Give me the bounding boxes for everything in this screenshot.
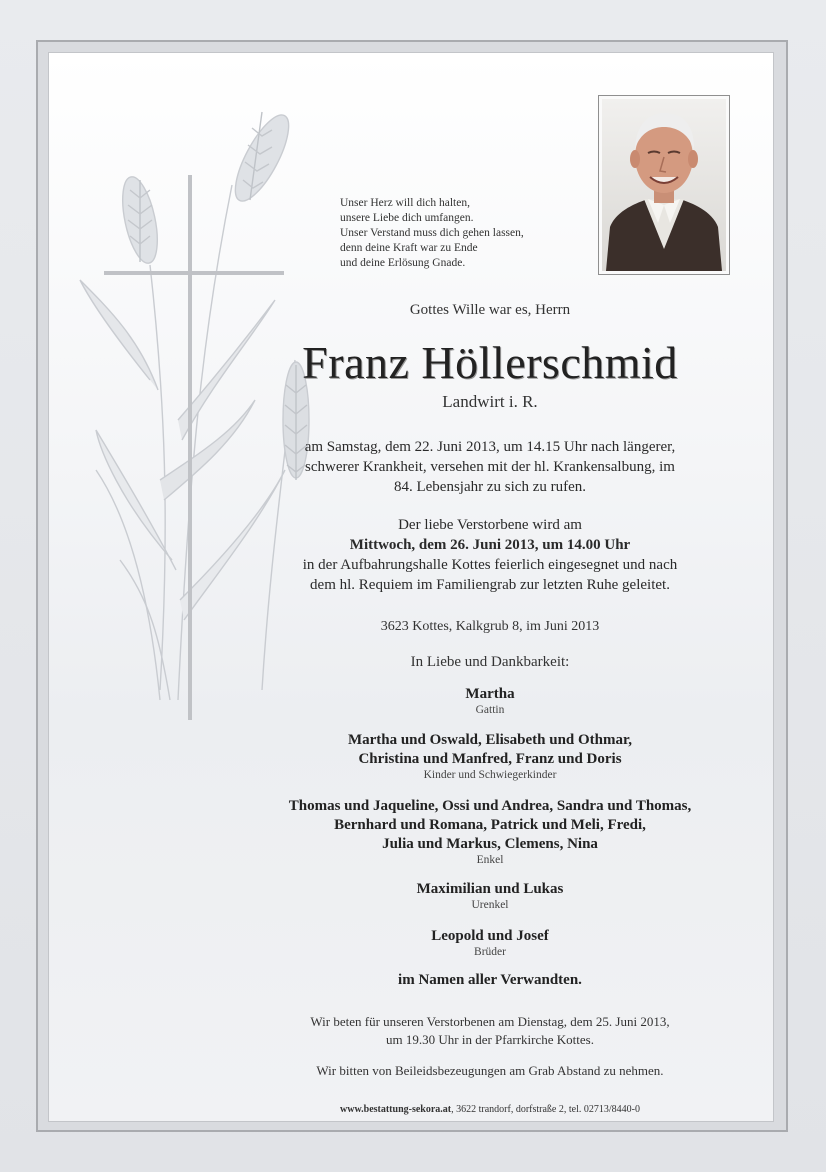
- condolence-note: Wir bitten von Beileidsbezeugungen am Grab Abstand zu nehmen.: [316, 1063, 664, 1078]
- portrait-photo: [602, 99, 726, 271]
- family-group-grandchildren: [240, 797, 740, 867]
- funeral-notice-line: Der liebe Verstorbene wird am: [398, 517, 582, 533]
- thanks-heading: In Liebe und Dankbarkeit:: [410, 654, 570, 670]
- family-relation: Urenkel: [471, 899, 509, 911]
- family-names: Martha und Oswald, Elisabeth und Othmar,: [347, 732, 633, 748]
- family-names: Julia und Markus, Clemens, Nina: [382, 836, 598, 852]
- poem: [340, 196, 580, 271]
- family-relation: Gattin: [475, 704, 505, 716]
- poem-line: Unser Verstand muss dich gehen lassen,: [340, 227, 524, 239]
- footer-details: , 3622 trandorf, dorfstraße 2, tel. 02713/8440-0: [451, 1104, 640, 1115]
- family-names: Christina und Manfred, Franz und Doris: [358, 751, 622, 767]
- occupation: Landwirt i. R.: [442, 392, 538, 411]
- intro-text: Gottes Wille war es, Herrn: [409, 302, 571, 318]
- family-names: Bernhard und Romana, Patrick und Meli, Fredi,: [334, 817, 646, 833]
- address-line: 3623 Kottes, Kalkgrub 8, im Juni 2013: [380, 619, 600, 634]
- funeral-date: Mittwoch, dem 26. Juni 2013, um 14.00 Uhr: [349, 537, 631, 553]
- family-relation: Brüder: [474, 946, 506, 958]
- funeral-notice: [240, 515, 740, 595]
- poem-line: denn deine Kraft war zu Ende: [340, 242, 478, 254]
- funeral-notice-line: in der Aufbahrungshalle Kottes feierlich eingesegnet und nach: [302, 557, 678, 573]
- poem-line: Unser Herz will dich halten,: [340, 197, 470, 209]
- family-names: Martha: [465, 686, 515, 702]
- death-notice-line: am Samstag, dem 22. Juni 2013, um 14.15 Uhr nach längerer,: [304, 439, 676, 455]
- family-group-children: [240, 731, 740, 782]
- portrait-frame: [598, 95, 730, 275]
- family-group-brothers: [240, 927, 740, 959]
- funeral-notice-line: dem hl. Requiem im Familiengrab zur letzten Ruhe geleitet.: [310, 577, 670, 593]
- family-relation: Kinder und Schwiegerkinder: [423, 769, 557, 781]
- mass-notice: [240, 1013, 740, 1049]
- footer-website[interactable]: www.bestattung-sekora.at: [340, 1104, 452, 1115]
- poem-line: unsere Liebe dich umfangen.: [340, 212, 474, 224]
- death-notice-line: 84. Lebensjahr zu sich zu rufen.: [393, 479, 586, 495]
- family-relation: Enkel: [476, 854, 504, 866]
- family-names: Leopold und Josef: [431, 928, 549, 944]
- poem-line: und deine Erlösung Gnade.: [340, 257, 466, 269]
- mass-notice-line: um 19.30 Uhr in der Pfarrkirche Kottes.: [386, 1032, 594, 1047]
- family-names: Thomas und Jaqueline, Ossi und Andrea, Sandra und Thomas,: [288, 798, 692, 814]
- family-group-great-grandchildren: [240, 880, 740, 912]
- closing-line: im Namen aller Verwandten.: [398, 972, 582, 988]
- death-notice-line: schwerer Krankheit, versehen mit der hl. Krankensalbung, im: [305, 459, 675, 475]
- family-names: Maximilian und Lukas: [416, 881, 564, 897]
- deceased-name: Franz Höllerschmid: [302, 337, 678, 388]
- death-notice: [240, 437, 740, 497]
- family-group-spouse: [240, 685, 740, 717]
- footer: [240, 1104, 740, 1115]
- mass-notice-line: Wir beten für unseren Verstorbenen am Dienstag, dem 25. Juni 2013,: [310, 1014, 670, 1029]
